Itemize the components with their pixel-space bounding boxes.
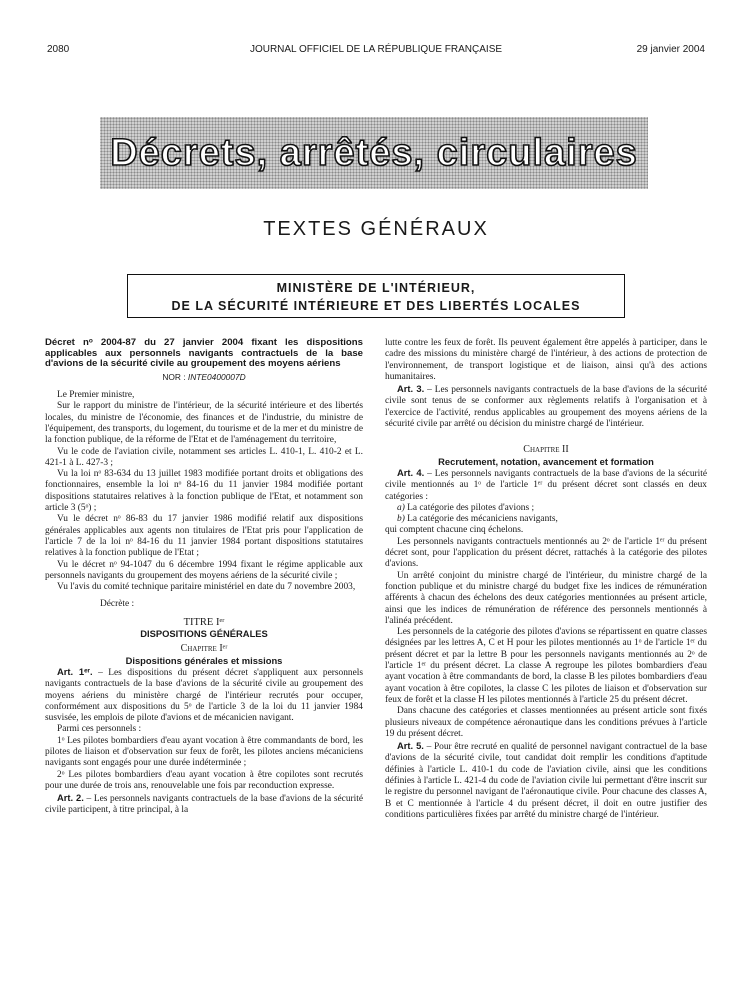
chapter-2-heading: Chapitre II (523, 444, 569, 456)
paragraph: Vu la loi nᵒ 83-634 du 13 juillet 1983 modifiée portant droits et obligations des fonctionnaires, ensemble la loi nᵒ 84-16 du 11 janvier 1984 modifiée portant dispositions statutaires relatives à la fonction publique de l'Etat, et notamment son article 3 (5ᵒ) ; (45, 469, 363, 514)
nor-label: NOR : (162, 371, 186, 382)
list-item: 1ᵒ Les pilotes bombardiers d'eau ayant vocation à être commandants de bord, les pilotes de liaison et d'observation sur feux de forêt, les pilotes anciens mécaniciens navigants sont engagés pour une durée indéterminée ; (45, 735, 363, 769)
list-item (385, 503, 707, 514)
paragraph: lutte contre les feux de forêt. Ils peuvent également être appelés à participer, dans le cadre des missions du ministère chargé de l'intérieur, à des actions de protection de l'environnement, de transport logistique et de liaison, ainsi qu'à des actions humanitaires. (385, 338, 707, 382)
paragraph: Parmi ces personnels : (57, 724, 142, 735)
article-4-text: – Les personnels navigants contractuels de la base d'avions de la sécurité civile mentionnés au 1ᵒ de l'article 1ᵉʳ du présent décret sont classés en deux catégories : (385, 468, 707, 502)
right-column (385, 338, 707, 821)
article-1-text: – Les dispositions du présent décret s'appliquent aux personnels navigants contractuels de la base d'avions de la sécurité civile au groupement des moyens aériens du ministère chargé de l'intérieur recrutés pour occuper, conformément aux dispositions du 5ᵒ de l'article 3 de la loi du 11 janvier 1984 susvisée, les emplois de pilote d'avions et de mécanicien navigant. (45, 667, 363, 724)
paragraph: Le Premier ministre, (57, 390, 135, 401)
paragraph: Vu l'avis du comité technique paritaire ministériel en date du 7 novembre 2003, (57, 582, 356, 593)
paragraph: Les personnels navigants contractuels mentionnés au 2ᵒ de l'article 1ᵉʳ du présent décret sont, pour l'application du présent décret, rattachés à la catégorie des pilotes d'avions. (385, 536, 707, 570)
paragraph: Les personnels de la catégorie des pilotes d'avions se répartissent en quatre classes désignées par les lettres A, C et H pour les pilotes mentionnés au 1ᵒ de l'article 1ᵉʳ du présent décret et par la lettre B pour les personnels navigants mentionnés au 2ᵒ de l'article 1ᵉʳ du présent décret. La classe A regroupe les pilotes bombardiers d'eau ayant vocation à être commandants de bord, la classe B les pilotes bombardiers d'eau ayant vocation à être copilotes, la classe C les pilotes de liaison et d'observation sur feux de forêt et la classe H les pilotes mentionnés à l'article 25 du présent décret. (385, 627, 707, 705)
paragraph: Un arrêté conjoint du ministre chargé de l'intérieur, du ministre chargé de la fonction publique et du ministre chargé du budget fixe les indices de rémunération afférents à chacun des échelons des deux catégories mentionnées au présent article, ainsi que les indices de rémunération de référence des personnels mentionnés à l'alinéa précédent. (385, 570, 707, 626)
nor-value: INTE0400007D (187, 371, 246, 382)
journal-title: JOURNAL OFFICIEL DE LA RÉPUBLIQUE FRANÇAISE (249, 44, 503, 55)
chapter-2-subheading: Recrutement, notation, avancement et formation (438, 455, 654, 467)
paragraph: Vu le code de l'aviation civile, notamment ses articles L. 410-1, L. 410-2 et L. 421-1 à L. 427-3 ; (45, 446, 363, 468)
banner-title: Décrets, arrêtés, circulaires (110, 131, 638, 174)
article-5 (385, 740, 707, 821)
article-1 (45, 666, 363, 724)
article-4-label: Art. 4. (397, 466, 425, 478)
section-title: TEXTES GÉNÉRAUX (263, 218, 489, 240)
article-5-text: – Pour être recruté en qualité de personnel navigant contractuel de la base d'avions de la sécurité civile, tout candidat doit remplir les conditions d'aptitude définies à l'article L. 410-1 du code de l'aviation civile, ainsi que les conditions définies à l'article L. 421-4 du code de l'aviation civile lui permettant d'être inscrit sur le registre du personnel navigant de l'aéronautique civile. Pour chacune des classes A, B et C mentionnée à l'article 4 du présent décret, il doit en outre justifier des conditions particulières fixées par arrêté du ministre chargé de l'intérieur. (385, 742, 707, 820)
paragraph: qui comptent chacune cinq échelons. (385, 525, 524, 536)
titre-subheading: DISPOSITIONS GÉNÉRALES (140, 628, 268, 640)
article-2-label: Art. 2. (57, 792, 84, 804)
titre-heading: TITRE Iᵉʳ (183, 616, 225, 628)
article-2-text: – Les personnels navigants contractuels de la base d'avions de la sécurité civile participent, à titre principal, à la (45, 794, 363, 816)
list-item: 2ᵒ Les pilotes bombardiers d'eau ayant vocation à être copilotes sont recrutés pour une durée de trois ans, renouvelable une fois par reconduction expresse. (45, 769, 363, 791)
list-text-b: La catégorie des mécaniciens navigants, (404, 514, 558, 525)
article-2 (45, 792, 363, 817)
article-3-label: Art. 3. (397, 383, 425, 395)
chapter-1-heading: Chapitre Iᵉʳ (180, 643, 228, 655)
left-column (45, 338, 363, 817)
article-5-label: Art. 5. (397, 740, 424, 752)
ministry-line-1: MINISTÈRE DE L'INTÉRIEUR, (276, 281, 476, 295)
article-1-label: Art. 1ᵉʳ. (57, 665, 93, 677)
decrete: Décrète : (100, 599, 135, 610)
paragraph: Sur le rapport du ministre de l'intérieur, de la sécurité intérieure et des libertés locales, du ministre de l'économie, des finances et de l'industrie, du ministre de l'équipement, des transports, du logement, du tourisme et de la mer et du ministre de la fonction publique, de la réforme de l'Etat et de l'aménagement du territoire, (45, 401, 363, 446)
article-3 (385, 383, 707, 430)
list-letter-b: b) (397, 514, 405, 525)
decree-title: Décret nᵒ 2004-87 du 27 janvier 2004 fixant les dispositions applicables aux personnels navigants contractuels de la base d'avions de la sécurité civile au groupement des moyens aériens (45, 337, 363, 370)
paragraph: Vu le décret nᵒ 86-83 du 17 janvier 1986 modifié relatif aux dispositions générales applicables aux agents non titulaires de l'Etat pris pour l'application de l'article 7 de la loi nᵒ 84-16 du 11 janvier 1984 portant dispositions statutaires relatives à la fonction publique de l'Etat ; (45, 514, 363, 559)
list-letter-a: a) (397, 502, 405, 513)
list-text-a: La catégorie des pilotes d'avions ; (404, 502, 535, 513)
banner (100, 117, 648, 189)
issue-date: 29 janvier 2004 (636, 44, 705, 55)
ministry-line-2: DE LA SÉCURITÉ INTÉRIEURE ET DES LIBERTÉS LOCALES (171, 299, 581, 313)
article-4 (385, 467, 707, 503)
list-item (385, 514, 707, 525)
page-number: 2080 (47, 44, 70, 55)
paragraph: Dans chacune des catégories et classes mentionnées au présent article sont fixés plusieurs niveaux de compétence aéronautique dans les conditions prévues à l'article 19 du présent décret. (385, 706, 707, 739)
paragraph: Vu le décret nᵒ 94-1047 du 6 décembre 1994 fixant le régime applicable aux personnels navigants du groupement des moyens aériens de la sécurité civile ; (45, 559, 363, 581)
ministry-box (127, 274, 625, 318)
article-3-text: – Les personnels navigants contractuels de la base d'avions de la sécurité civile sont tenus de se conformer aux règlements relatifs à l'organisation et à l'exercice de l'activité, rendus applicables au groupement des moyens aériens de la sécurité civile par arrêté ou décision du ministre chargé de l'intérieur. (385, 385, 707, 430)
nor-reference (45, 372, 363, 383)
chapter-1-subheading: Dispositions générales et missions (125, 654, 283, 666)
